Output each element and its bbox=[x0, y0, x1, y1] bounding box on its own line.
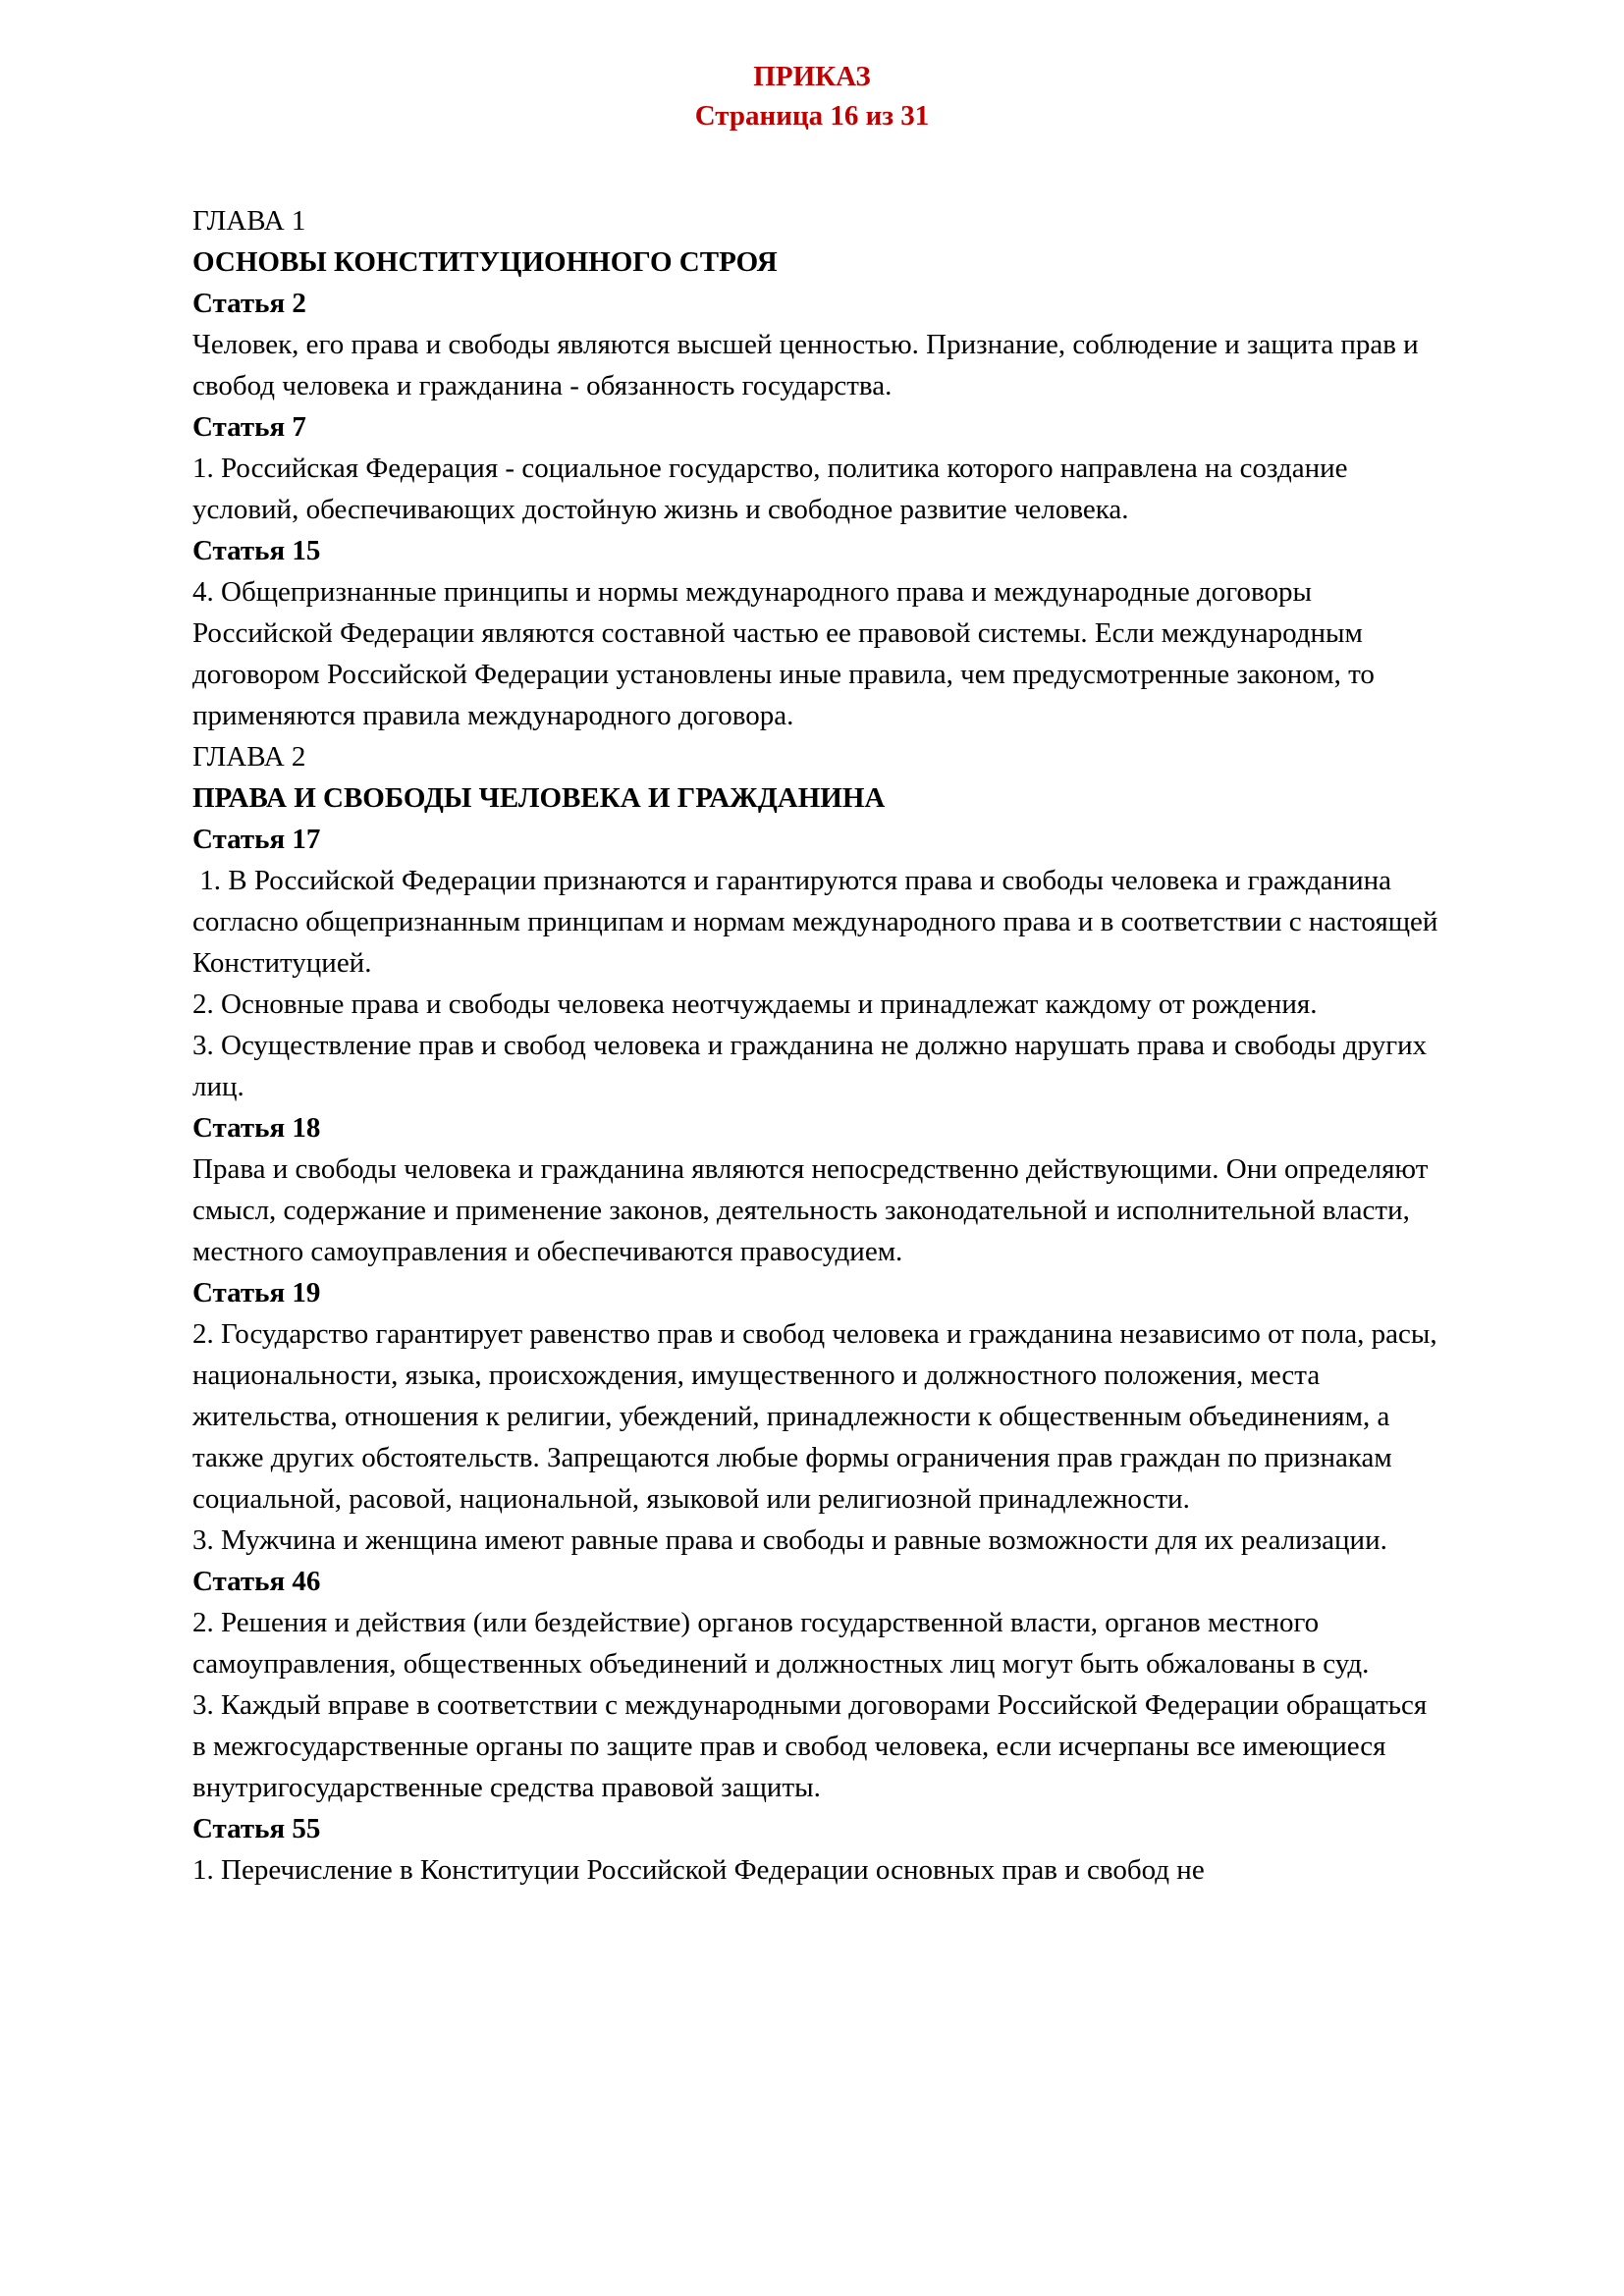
article-heading: Статья 18 bbox=[192, 1112, 321, 1144]
article-heading: Статья 15 bbox=[192, 535, 321, 566]
page-indicator: Страница 16 из 31 bbox=[694, 100, 930, 132]
paragraph: 1. Российская Федерация - социальное государство, политика которого направлена на создание условий, обеспечивающих достойную жизнь и свободное развитие человека. bbox=[192, 453, 1355, 525]
paragraph: 3. Каждый вправе в соответствии с международными договорами Российской Федерации обращаться в межгосударственные органы по защите прав и свобод человека, если исчерпаны все имеющиеся внутригосударственные средства правовой защиты. bbox=[192, 1689, 1435, 1803]
paragraph: Человек, его права и свободы являются высшей ценностью. Признание, соблюдение и защита прав и свобод человека и гражданина - обязанность государства. bbox=[192, 329, 1426, 401]
article-heading: Статья 46 bbox=[192, 1566, 321, 1597]
paragraph: 4. Общепризнанные принципы и нормы международного права и международные договоры Российской Федерации являются составной частью ее правовой системы. Если международным договором Российской Федерации установлены иные правила, чем предусмотренные законом, то применяются правила международного договора. bbox=[192, 576, 1382, 731]
paragraph: 2. Государство гарантирует равенство прав и свобод человека и гражданина независимо от пола, расы, национальности, языка, происхождения, имущественного и должностного положения, места жительства, отношения к религии, убеждений, принадлежности к общественным объединениям, а также других обстоятельств. Запрещаются любые формы ограничения прав граждан по признакам социальной, расовой, национальной, языковой или религиозной принадлежности. bbox=[192, 1318, 1444, 1515]
paragraph: 1. Перечисление в Конституции Российской Федерации основных прав и свобод не bbox=[192, 1854, 1205, 1886]
article-heading: Статья 7 bbox=[192, 411, 306, 443]
document-header bbox=[0, 0, 1624, 135]
chapter-title: ОСНОВЫ КОНСТИТУЦИОННОГО СТРОЯ bbox=[192, 246, 778, 278]
paragraph: 2. Основные права и свободы человека неотчуждаемы и принадлежат каждому от рождения. bbox=[192, 988, 1318, 1020]
article-heading: Статья 17 bbox=[192, 824, 321, 855]
article-heading: Статья 2 bbox=[192, 288, 306, 319]
article-heading: Статья 55 bbox=[192, 1813, 321, 1844]
document-body bbox=[192, 200, 1444, 1891]
paragraph: Права и свободы человека и гражданина являются непосредственно действующими. Они определяют смысл, содержание и применение законов, деятельность законодательной и исполнительной власти, местного самоуправления и обеспечиваются правосудием. bbox=[192, 1153, 1435, 1267]
chapter-label: ГЛАВА 2 bbox=[192, 741, 306, 773]
paragraph: 1. В Российской Федерации признаются и гарантируются права и свободы человека и гражданина согласно общепризнанным принципам и нормам международного права и в соответствии с настоящей Конституцией. bbox=[192, 865, 1445, 979]
paragraph: 3. Осуществление прав и свобод человека и гражданина не должно нарушать права и свободы других лиц. bbox=[192, 1030, 1435, 1102]
chapter-title: ПРАВА И СВОБОДЫ ЧЕЛОВЕКА И ГРАЖДАНИНА bbox=[192, 782, 886, 814]
chapter-label: ГЛАВА 1 bbox=[192, 205, 306, 237]
article-heading: Статья 19 bbox=[192, 1277, 321, 1308]
paragraph: 3. Мужчина и женщина имеют равные права и свободы и равные возможности для их реализации. bbox=[192, 1524, 1387, 1556]
paragraph: 2. Решения и действия (или бездействие) органов государственной власти, органов местного самоуправления, общественных объединений и должностных лиц могут быть обжалованы в суд. bbox=[192, 1607, 1370, 1680]
document-title: ПРИКАЗ bbox=[753, 61, 871, 92]
